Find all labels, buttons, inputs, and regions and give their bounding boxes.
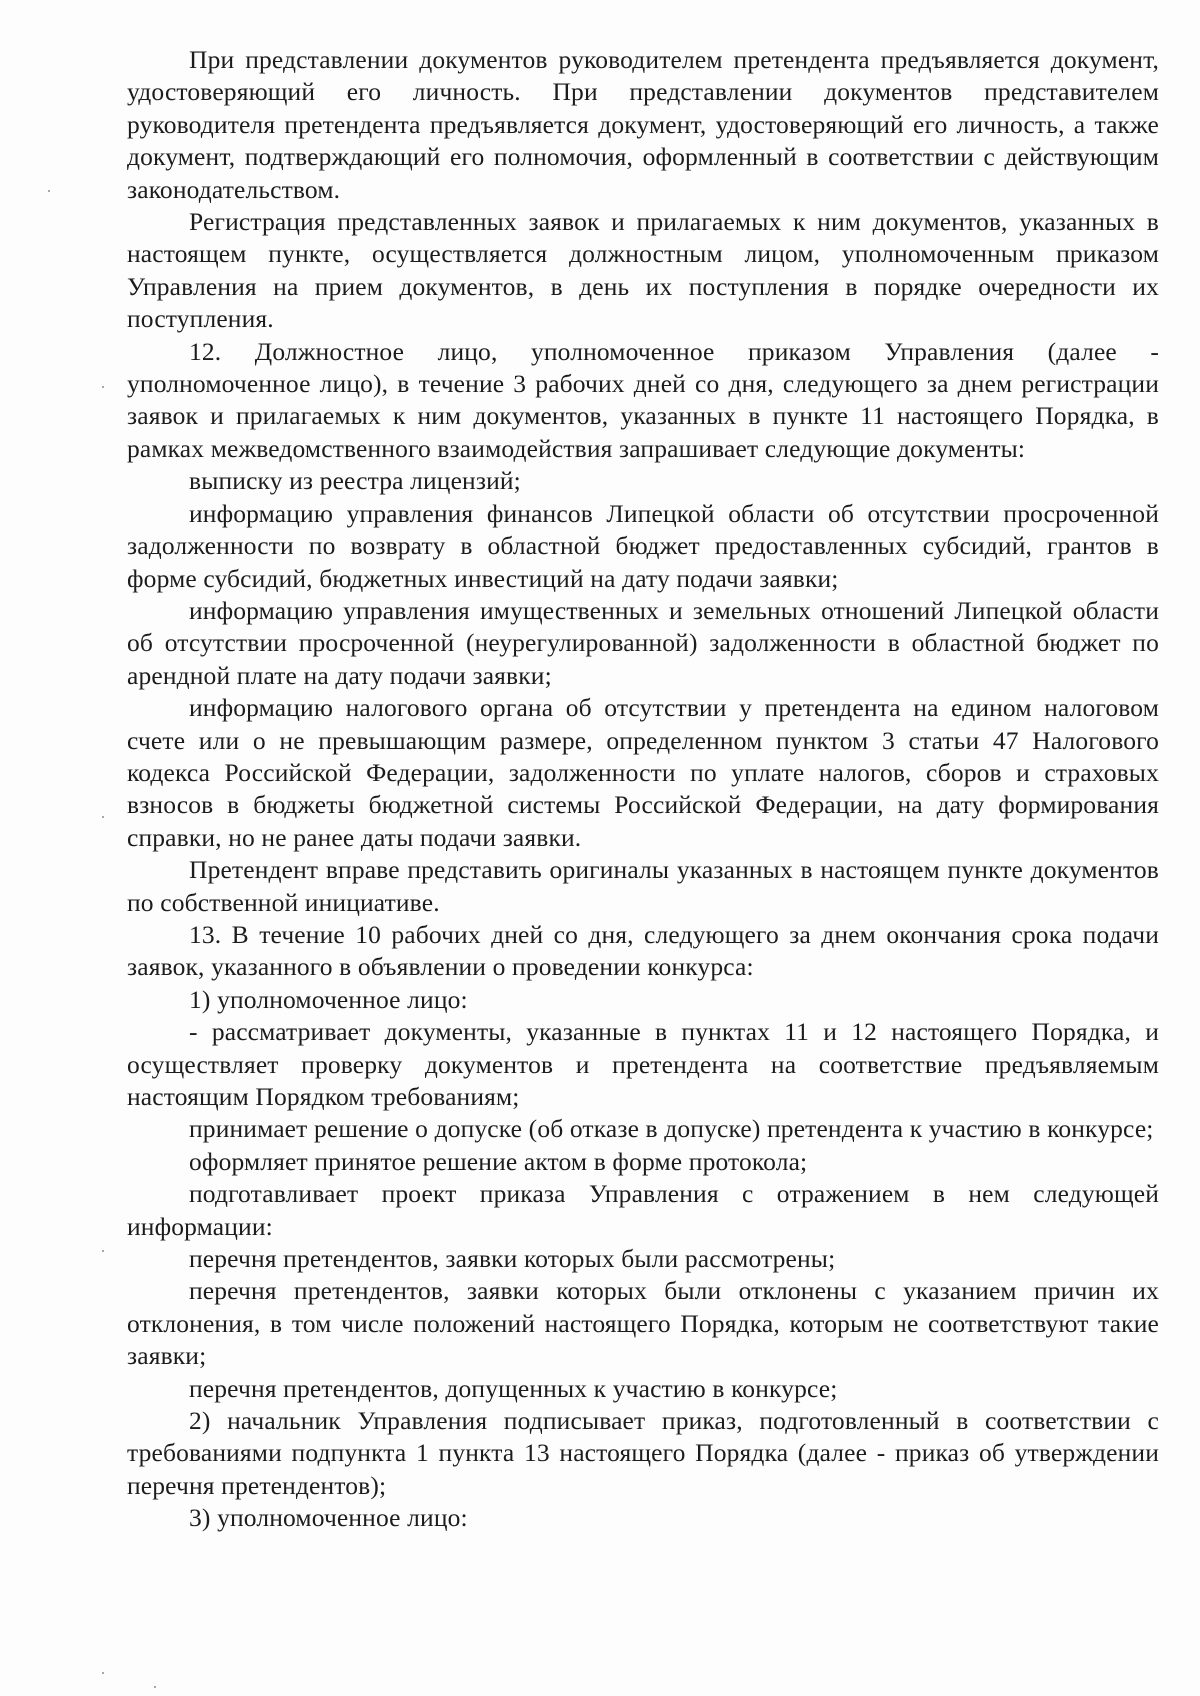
paragraph: оформляет принятое решение актом в форме протокола; bbox=[189, 1146, 808, 1176]
paragraph: перечня претендентов, допущенных к участию в конкурсе; bbox=[189, 1373, 838, 1403]
paragraph: информацию управления имущественных и земельных отношений Липецкой области об отсутствии просроченной (неурегулированной) задолженности в областной бюджет по арендной плате на дату подачи заявки; bbox=[127, 595, 1159, 690]
paragraph: 12. Должностное лицо, уполномоченное приказом Управления (далее - уполномоченное лицо), в течение 3 рабочих дней со дня, следующего за днем регистрации заявок и прилагаемых к ним документов, указанных в пункте 11 настоящего Порядка, в рамках межведомственного взаимодействия запрашивает следующие документы: bbox=[127, 336, 1159, 463]
paragraph: информацию управления финансов Липецкой области об отсутствии просроченной задолженности по возврату в областной бюджет предоставленных субсидий, грантов в форме субсидий, бюджетных инвестиций на дату подачи заявки; bbox=[127, 498, 1159, 593]
paragraph: принимает решение о допуске (об отказе в допуске) претендента к участию в конкурсе; bbox=[189, 1114, 1154, 1144]
scan-speck bbox=[48, 190, 50, 192]
scan-speck bbox=[102, 816, 104, 818]
paragraph: выписку из реестра лицензий; bbox=[189, 466, 521, 496]
paragraph: перечня претендентов, заявки которых были рассмотрены; bbox=[189, 1244, 836, 1274]
paragraph: подготавливает проект приказа Управления с отражением в нем следующей информации: bbox=[127, 1179, 1159, 1241]
paragraph: - рассматривает документы, указанные в пунктах 11 и 12 настоящего Порядка, и осуществляет проверку документов и претендента на соответствие предъявляемым настоящим Порядком требованиям; bbox=[127, 1017, 1159, 1111]
paragraph: информацию налогового органа об отсутствии у претендента на едином налоговом счете или о не превышающим размере, определенном пунктом 3 статьи 47 Налогового кодекса Российской Федерации, задолженности по уплате налогов, сборов и страховых взносов в бюджеты бюджетной системы Российской Федерации, на дату формирования справки, но не ранее даты подачи заявки. bbox=[127, 693, 1159, 852]
scan-speck bbox=[102, 1250, 104, 1252]
scan-speck bbox=[102, 386, 104, 388]
document-body bbox=[127, 44, 1159, 1535]
scan-speck bbox=[154, 1686, 156, 1688]
paragraph: Претендент вправе представить оригиналы указанных в настоящем пункте документов по собственной инициативе. bbox=[127, 855, 1159, 917]
paragraph: Регистрация представленных заявок и прилагаемых к ним документов, указанных в настоящем пункте, осуществляется должностным лицом, уполномоченным приказом Управления на прием документов, в день их поступления в порядке очередности их поступления. bbox=[127, 207, 1159, 334]
paragraph: 13. В течение 10 рабочих дней со дня, следующего за днем окончания срока подачи заявок, указанного в объявлении о проведении конкурса: bbox=[127, 919, 1159, 982]
paragraph: перечня претендентов, заявки которых были отклонены с указанием причин их отклонения, в том числе положений настоящего Порядка, которым не соответствуют такие заявки; bbox=[127, 1276, 1159, 1371]
paragraph: 2) начальник Управления подписывает приказ, подготовленный в соответствии с требованиями подпункта 1 пункта 13 настоящего Порядка (далее - приказ об утверждении перечня претендентов); bbox=[127, 1406, 1159, 1500]
paragraph: 3) уполномоченное лицо: bbox=[189, 1503, 468, 1533]
paragraph: При представлении документов руководителем претендента предъявляется документ, удостоверяющий его личность. При представлении документов представителем руководителя претендента предъявляется документ, удостоверяющий его личность, а также документ, подтверждающий его полномочия, оформленный в соответствии с действующим законодательством. bbox=[127, 45, 1159, 204]
scan-speck bbox=[102, 1672, 104, 1674]
paragraph: 1) уполномоченное лицо: bbox=[189, 984, 468, 1014]
